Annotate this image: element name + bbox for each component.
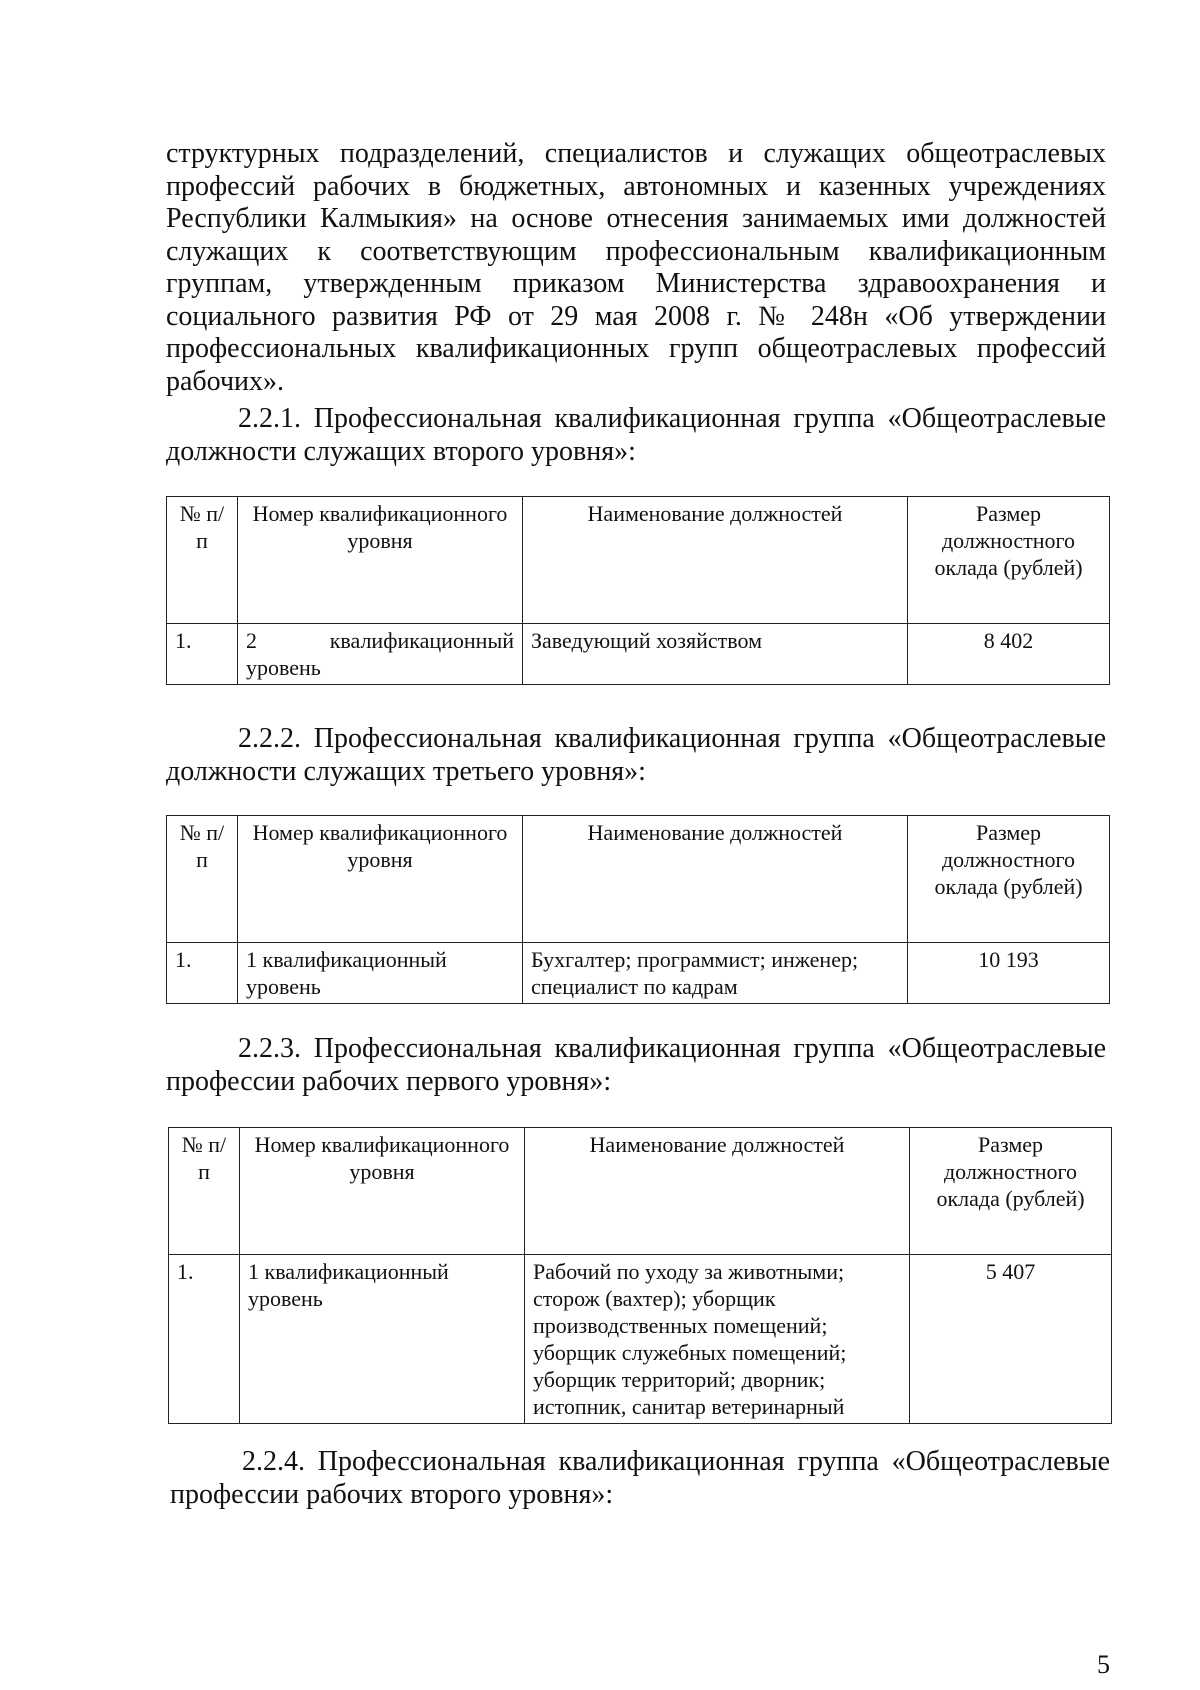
page-number: 5 [1097,1650,1110,1679]
table-2-2-2 [166,815,1110,1004]
table-row [167,943,1110,1004]
cell-num: 1. [167,943,238,1004]
table-2-2-1 [166,496,1110,685]
section-heading-2-2-1: 2.2.1. Профессиональная квалификационная группа «Общеотраслевые должности служащих второго уровня»: [166,403,1106,467]
table-row [167,624,1110,685]
header-num: № п/п [167,497,238,624]
cell-level: 1 квалификационный уровень [238,943,523,1004]
table-header-row [169,1128,1112,1255]
header-positions: Наименование должностей [523,816,908,943]
header-num: № п/п [167,816,238,943]
table-header-row [167,497,1110,624]
section-heading-2-2-3: 2.2.3. Профессиональная квалификационная группа «Общеотраслевые профессии рабочих первого уровня»: [166,1033,1106,1097]
header-salary: Размер должностного оклада (рублей) [908,497,1110,624]
table-header-row [167,816,1110,943]
cell-num: 1. [167,624,238,685]
cell-num: 1. [169,1255,240,1424]
header-positions: Наименование должностей [525,1128,910,1255]
cell-salary: 10 193 [908,943,1110,1004]
header-level: Номер квалификационного уровня [238,816,523,943]
table-row [169,1255,1112,1424]
cell-level: 2 квалификационный уровень [238,624,523,685]
cell-positions: Рабочий по уходу за животными; сторож (вахтер); уборщик производственных помещений; уборщик служебных помещений; уборщик территорий; дворник; истопник, санитар ветеринарный [525,1255,910,1424]
header-level: Номер квалификационного уровня [240,1128,525,1255]
cell-level: 1 квалификационный уровень [240,1255,525,1424]
intro-paragraph: структурных подразделений, специалистов и служащих общеотраслевых профессий рабочих в бюджетных, автономных и казенных учреждениях Республики Калмыкия» на основе отнесения занимаемых ими должностей служащих к соответствующим профессиональным квалификационным группам, утвержденным приказом Министерства здравоохранения и социального развития РФ от 29 мая 2008 г. № 248н «Об утверждении профессиональных квалификационных групп общеотраслевых профессий рабочих». [166,138,1106,397]
section-heading-2-2-2: 2.2.2. Профессиональная квалификационная группа «Общеотраслевые должности служащих третьего уровня»: [166,723,1106,787]
table-2-2-3 [168,1127,1112,1424]
header-salary: Размер должностного оклада (рублей) [908,816,1110,943]
cell-salary: 8 402 [908,624,1110,685]
cell-salary: 5 407 [910,1255,1112,1424]
header-salary: Размер должностного оклада (рублей) [910,1128,1112,1255]
cell-positions: Бухгалтер; программист; инженер; специалист по кадрам [523,943,908,1004]
header-num: № п/п [169,1128,240,1255]
header-level: Номер квалификационного уровня [238,497,523,624]
cell-positions: Заведующий хозяйством [523,624,908,685]
header-positions: Наименование должностей [523,497,908,624]
section-heading-2-2-4: 2.2.4. Профессиональная квалификационная группа «Общеотраслевые профессии рабочих второго уровня»: [170,1446,1110,1510]
